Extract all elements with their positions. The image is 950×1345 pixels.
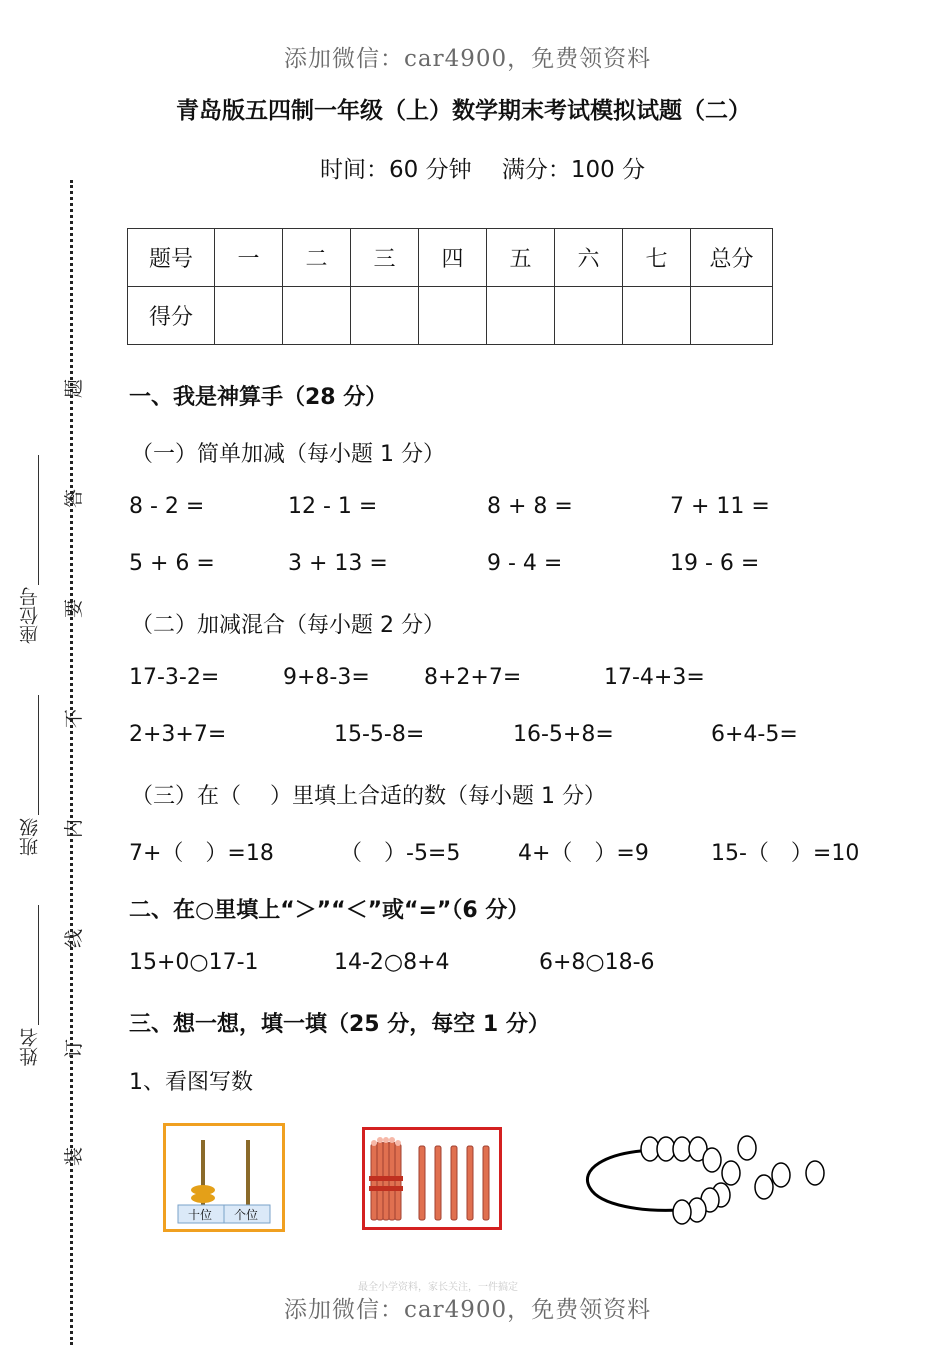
table-cell: 四 [419,229,487,287]
section-1-heading: 一、我是神算手（28 分） [129,385,388,410]
bead [703,1148,721,1172]
table-cell: 六 [555,229,623,287]
score-input-cell[interactable] [283,287,351,345]
table-cell: 三 [351,229,419,287]
problem: 2+3+7= [129,722,227,747]
problem: 4+（ ）=9 [518,841,649,866]
problem: 14-2○8+4 [334,950,450,975]
problem: 19 - 6 = [670,551,760,576]
binding-dotted-line [70,180,73,1345]
table-cell: 七 [623,229,691,287]
problem: 12 - 1 = [288,494,378,519]
bead [772,1163,790,1187]
problem: 9 - 4 = [487,551,563,576]
score-table-score-row [128,287,773,345]
score-table-header-row [128,229,773,287]
bead [738,1136,756,1160]
abacus-figure [163,1123,285,1232]
table-cell: 二 [283,229,351,287]
score-input-cell[interactable] [623,287,691,345]
score-input-cell[interactable] [419,287,487,345]
binding-warning-char: 装 [63,1146,86,1167]
score-input-cell[interactable] [215,287,283,345]
name-underline [38,905,40,1025]
footer-faint-text: 最全小学资料，家长关注，一件搞定 [358,1282,518,1293]
problem: 8+2+7= [424,665,522,690]
binding-warning-char: 答 [63,488,86,509]
bead [673,1200,691,1224]
section-3-heading: 三、想一想，填一填（25 分，每空 1 分） [129,1012,550,1037]
problem: 8 + 8 = [487,494,573,519]
problem: 6+8○18-6 [539,950,655,975]
table-cell: 五 [487,229,555,287]
table-cell: 总分 [691,229,773,287]
part-1-heading: （一）简单加减（每小题 1 分） [131,442,445,467]
class-label: 班级 [19,818,41,856]
score-table [127,228,773,345]
score-input-cell[interactable] [555,287,623,345]
watermark-top: 添加微信：car4900，免费领资料 [284,46,652,72]
watermark-bottom: 添加微信：car4900，免费领资料 [284,1297,652,1323]
bead-string-figure [584,1130,834,1230]
page-title: 青岛版五四制一年级（上）数学期末考试模拟试题（二） [176,98,751,124]
score-input-cell[interactable] [487,287,555,345]
table-cell: 题号 [128,229,215,287]
problem: 9+8-3= [283,665,370,690]
binding-warning-char: 题 [63,378,86,399]
question-1-heading: 1、看图写数 [129,1070,253,1095]
sticks-figure [362,1127,502,1230]
part-3-heading: （三）在（ ）里填上合适的数（每小题 1 分） [131,784,606,809]
problem: 17-4+3= [604,665,705,690]
problem: 15+0○17-1 [129,950,259,975]
section-2-heading: 二、在○里填上“＞”“＜”或“=”（6 分） [129,898,530,923]
binding-warning-char: 内 [63,818,86,839]
score-input-cell[interactable] [691,287,773,345]
problem: 17-3-2= [129,665,220,690]
counting-sticks-icon [365,1130,499,1227]
bead [755,1175,773,1199]
problem: （ ）-5=5 [340,841,461,866]
table-cell: 得分 [128,287,215,345]
exam-info: 时间：60 分钟 满分：100 分 [320,157,646,183]
bead [806,1161,824,1185]
part-2-heading: （二）加减混合（每小题 2 分） [131,613,445,638]
bead [722,1161,740,1185]
problem: 7+（ ）=18 [129,841,274,866]
problem: 6+4-5= [711,722,798,747]
name-label: 姓名 [19,1028,41,1066]
abacus-ones-label: 个位 [234,1208,259,1222]
table-cell: 一 [215,229,283,287]
problem: 7 + 11 = [670,494,770,519]
problem: 16-5+8= [513,722,614,747]
problem: 8 - 2 = [129,494,205,519]
abacus-tens-label: 十位 [188,1208,213,1222]
binding-warning-char: 不 [63,708,86,729]
abacus-icon [166,1126,282,1229]
problem: 3 + 13 = [288,551,388,576]
problem: 15-5-8= [334,722,425,747]
seat-label: 座位号 [19,587,41,644]
binding-warning-char: 线 [63,928,86,949]
problem: 5 + 6 = [129,551,215,576]
seat-underline [38,455,40,585]
problem: 15-（ ）=10 [711,841,860,866]
binding-warning-char: 要 [63,598,86,619]
class-underline [38,695,40,815]
score-input-cell[interactable] [351,287,419,345]
binding-warning-char: 订 [63,1038,86,1059]
